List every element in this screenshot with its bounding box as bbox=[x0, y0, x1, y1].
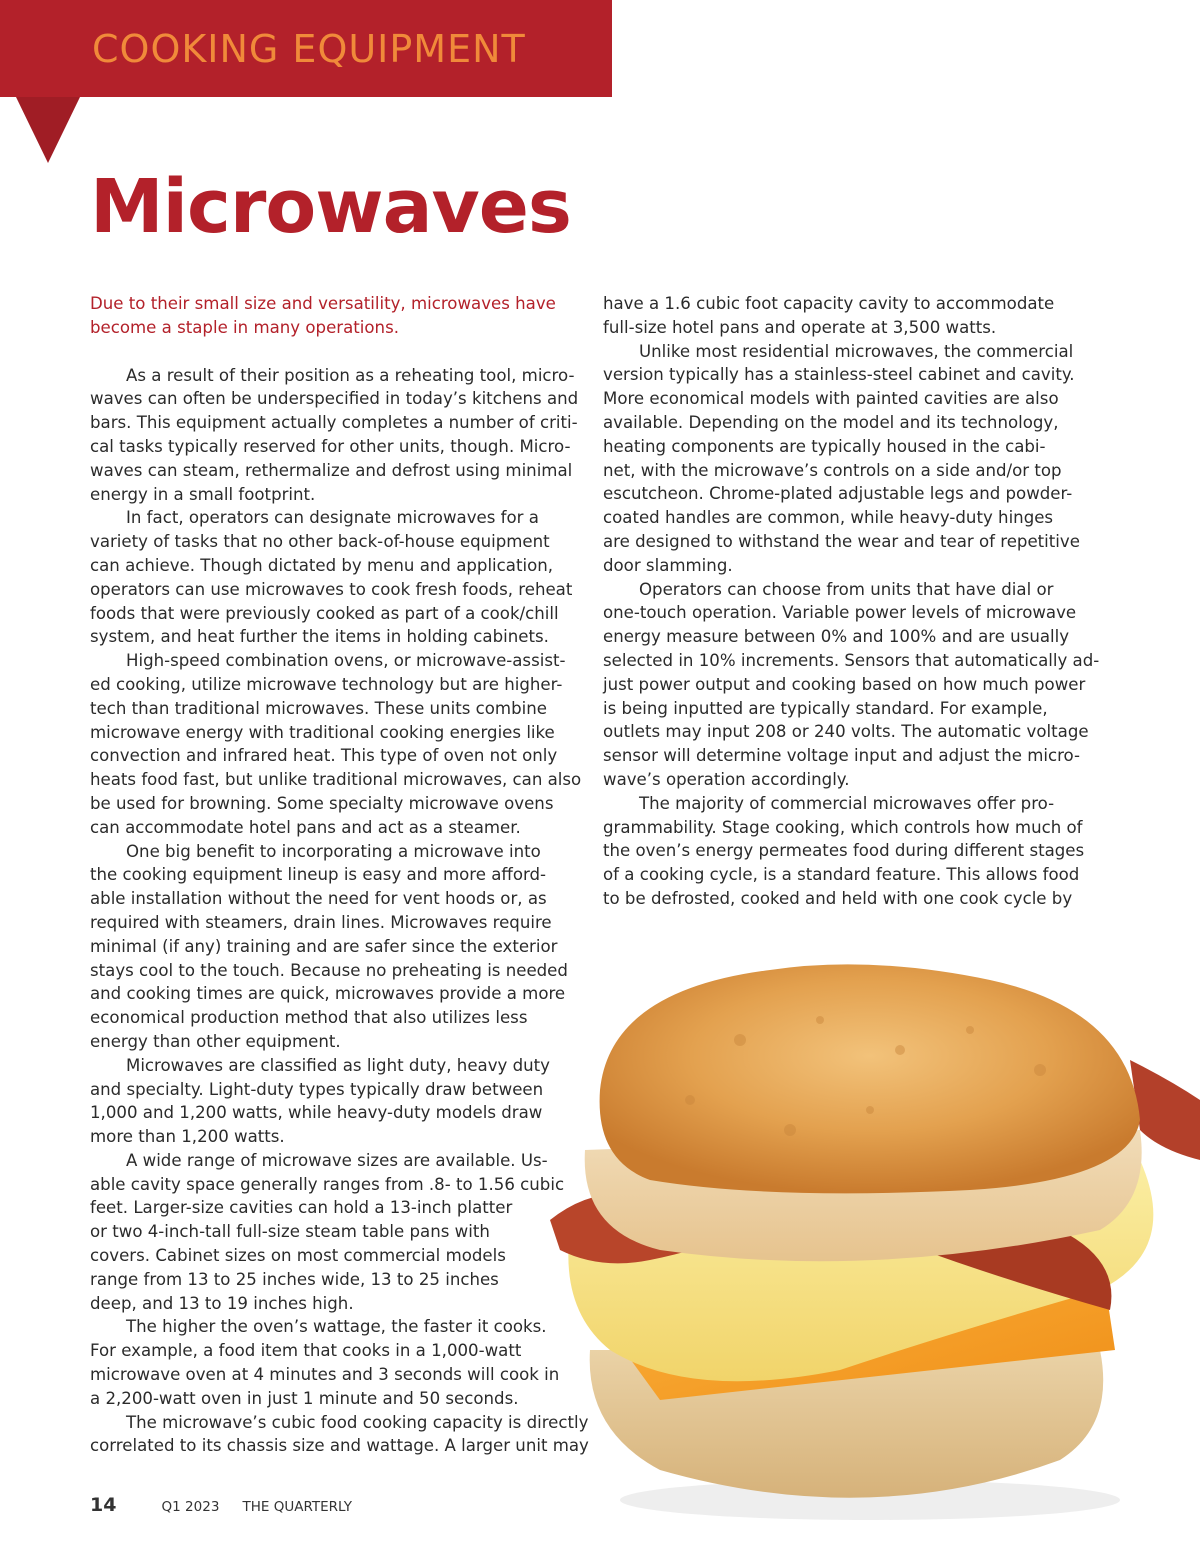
text-line: door slamming. bbox=[603, 555, 733, 575]
text-line: outlets may input 208 or 240 volts. The automatic voltage bbox=[603, 722, 1089, 742]
text-line: system, and heat further the items in holding cabinets. bbox=[90, 627, 549, 647]
paragraph bbox=[90, 364, 580, 507]
paragraph bbox=[90, 840, 580, 1054]
text-line: sensor will determine voltage input and adjust the micro- bbox=[603, 746, 1080, 766]
paragraph bbox=[90, 506, 580, 649]
text-line: As a result of their position as a reheating tool, micro- bbox=[126, 365, 575, 385]
text-line: feet. Larger-size cavities can hold a 13-inch platter bbox=[90, 1198, 513, 1218]
text-line: and specialty. Light-duty types typically draw between bbox=[90, 1079, 544, 1099]
text-line: to be defrosted, cooked and held with one cook cycle by bbox=[603, 888, 1073, 908]
text-line: Unlike most residential microwaves, the commercial bbox=[639, 341, 1074, 361]
text-line: High-speed combination ovens, or microwave-assist- bbox=[126, 651, 566, 671]
text-line: or two 4-inch-tall full-size steam table pans with bbox=[90, 1222, 490, 1242]
text-line: energy measure between 0% and 100% and are usually bbox=[603, 627, 1070, 647]
text-line: covers. Cabinet sizes on most commercial models bbox=[90, 1246, 506, 1266]
text-line: 1,000 and 1,200 watts, while heavy-duty models draw bbox=[90, 1103, 543, 1123]
text-line: wave’s operation accordingly. bbox=[603, 769, 850, 789]
text-line: escutcheon. Chrome-plated adjustable legs and powder- bbox=[603, 484, 1073, 504]
text-line: is being inputted are typically standard. For example, bbox=[603, 698, 1048, 718]
text-line: A wide range of microwave sizes are available. Us- bbox=[126, 1150, 548, 1170]
text-line: ed cooking, utilize microwave technology but are higher- bbox=[90, 674, 563, 694]
text-line: tech than traditional microwaves. These units combine bbox=[90, 698, 547, 718]
publication-name: THE QUARTERLY bbox=[242, 1499, 353, 1515]
paragraph bbox=[90, 1411, 589, 1459]
text-line: required with steamers, drain lines. Microwaves require bbox=[90, 912, 552, 932]
text-line: heating components are typically housed in the cabi- bbox=[603, 436, 1046, 456]
text-line: a 2,200-watt oven in just 1 minute and 50 seconds. bbox=[90, 1388, 519, 1408]
text-line: of a cooking cycle, is a standard feature. This allows food bbox=[603, 865, 1080, 885]
paragraph bbox=[603, 578, 1100, 792]
text-line: correlated to its chassis size and wattage. A larger unit may bbox=[90, 1436, 589, 1456]
text-line: The microwave’s cubic food cooking capacity is directly bbox=[126, 1412, 589, 1432]
left-body bbox=[90, 364, 589, 1459]
text-line: version typically has a stainless-steel cabinet and cavity. bbox=[603, 365, 1075, 385]
text-line: waves can steam, rethermalize and defrost using minimal bbox=[90, 460, 573, 480]
text-line: can accommodate hotel pans and act as a steamer. bbox=[90, 817, 521, 837]
banner-tail bbox=[16, 97, 80, 163]
text-line: The higher the oven’s wattage, the faster it cooks. bbox=[126, 1317, 547, 1337]
text-line: able installation without the need for vent hoods or, as bbox=[90, 889, 547, 909]
text-line: just power output and cooking based on how much power bbox=[603, 674, 1086, 694]
text-line: More economical models with painted cavities are also bbox=[603, 389, 1059, 409]
text-line: variety of tasks that no other back-of-house equipment bbox=[90, 532, 550, 552]
lede-line: become a staple in many operations. bbox=[90, 317, 399, 337]
page-number: 14 bbox=[90, 1494, 117, 1516]
text-line: the cooking equipment lineup is easy and more afford- bbox=[90, 865, 547, 885]
right-column bbox=[603, 292, 1100, 911]
text-line: Operators can choose from units that have dial or bbox=[639, 579, 1054, 599]
text-line: minimal (if any) training and are safer since the exterior bbox=[90, 936, 558, 956]
paragraph bbox=[90, 649, 580, 839]
text-line: the oven’s energy permeates food during different stages bbox=[603, 841, 1085, 861]
paragraph bbox=[603, 340, 1095, 578]
text-line: coated handles are common, while heavy-duty hinges bbox=[603, 508, 1054, 528]
text-line: waves can often be underspecified in today’s kitchens and bbox=[90, 389, 579, 409]
text-line: one-touch operation. Variable power levels of microwave bbox=[603, 603, 1077, 623]
text-line: be used for browning. Some specialty microwave ovens bbox=[90, 793, 554, 813]
biscuit-sandwich-photo bbox=[540, 930, 1200, 1530]
text-line: In fact, operators can designate microwaves for a bbox=[126, 508, 539, 528]
right-body bbox=[603, 292, 1100, 911]
text-line: available. Depending on the model and its technology, bbox=[603, 412, 1059, 432]
text-line: able cavity space generally ranges from .8- to 1.56 cubic bbox=[90, 1174, 565, 1194]
text-line: energy than other equipment. bbox=[90, 1031, 341, 1051]
text-line: can achieve. Though dictated by menu and application, bbox=[90, 555, 554, 575]
section-banner bbox=[0, 0, 612, 97]
text-line: range from 13 to 25 inches wide, 13 to 25 inches bbox=[90, 1269, 499, 1289]
text-line: heats food fast, but unlike traditional microwaves, can also bbox=[90, 770, 582, 790]
text-line: For example, a food item that cooks in a 1,000-watt bbox=[90, 1341, 522, 1361]
text-line: economical production method that also utilizes less bbox=[90, 1008, 528, 1028]
paragraph bbox=[90, 1315, 580, 1410]
paragraph bbox=[603, 792, 1095, 911]
left-column bbox=[90, 292, 589, 1458]
text-line: convection and infrared heat. This type of oven not only bbox=[90, 746, 558, 766]
paragraph bbox=[603, 292, 1095, 340]
text-line: more than 1,200 watts. bbox=[90, 1127, 285, 1147]
page-footer bbox=[90, 1494, 352, 1516]
text-line: One big benefit to incorporating a microwave into bbox=[126, 841, 541, 861]
article-lede bbox=[90, 292, 580, 340]
section-label: COOKING EQUIPMENT bbox=[92, 27, 526, 71]
text-line: and cooking times are quick, microwaves provide a more bbox=[90, 984, 566, 1004]
text-line: The majority of commercial microwaves offer pro- bbox=[639, 793, 1055, 813]
text-line: net, with the microwave’s controls on a side and/or top bbox=[603, 460, 1062, 480]
text-line: stays cool to the touch. Because no preheating is needed bbox=[90, 960, 568, 980]
text-line: are designed to withstand the wear and tear of repetitive bbox=[603, 531, 1080, 551]
text-line: selected in 10% increments. Sensors that automatically ad- bbox=[603, 650, 1100, 670]
text-line: cal tasks typically reserved for other units, though. Micro- bbox=[90, 436, 571, 456]
text-line: operators can use microwaves to cook fresh foods, reheat bbox=[90, 579, 573, 599]
paragraph bbox=[90, 1149, 580, 1316]
text-line: microwave oven at 4 minutes and 3 seconds will cook in bbox=[90, 1365, 560, 1385]
text-line: grammability. Stage cooking, which controls how much of bbox=[603, 817, 1083, 837]
article-title: Microwaves bbox=[90, 164, 571, 250]
issue-label: Q1 2023 bbox=[161, 1499, 220, 1515]
text-line: foods that were previously cooked as part of a cook/chill bbox=[90, 603, 559, 623]
text-line: have a 1.6 cubic foot capacity cavity to accommodate bbox=[603, 294, 1055, 313]
text-line: energy in a small footprint. bbox=[90, 484, 316, 504]
text-line: bars. This equipment actually completes a number of criti- bbox=[90, 413, 578, 433]
text-line: microwave energy with traditional cooking energies like bbox=[90, 722, 555, 742]
text-line: Microwaves are classified as light duty, heavy duty bbox=[126, 1055, 550, 1075]
text-line: deep, and 13 to 19 inches high. bbox=[90, 1293, 354, 1313]
text-line: full-size hotel pans and operate at 3,500 watts. bbox=[603, 317, 997, 337]
lede-line: Due to their small size and versatility, microwaves have bbox=[90, 294, 556, 313]
paragraph bbox=[90, 1054, 580, 1149]
